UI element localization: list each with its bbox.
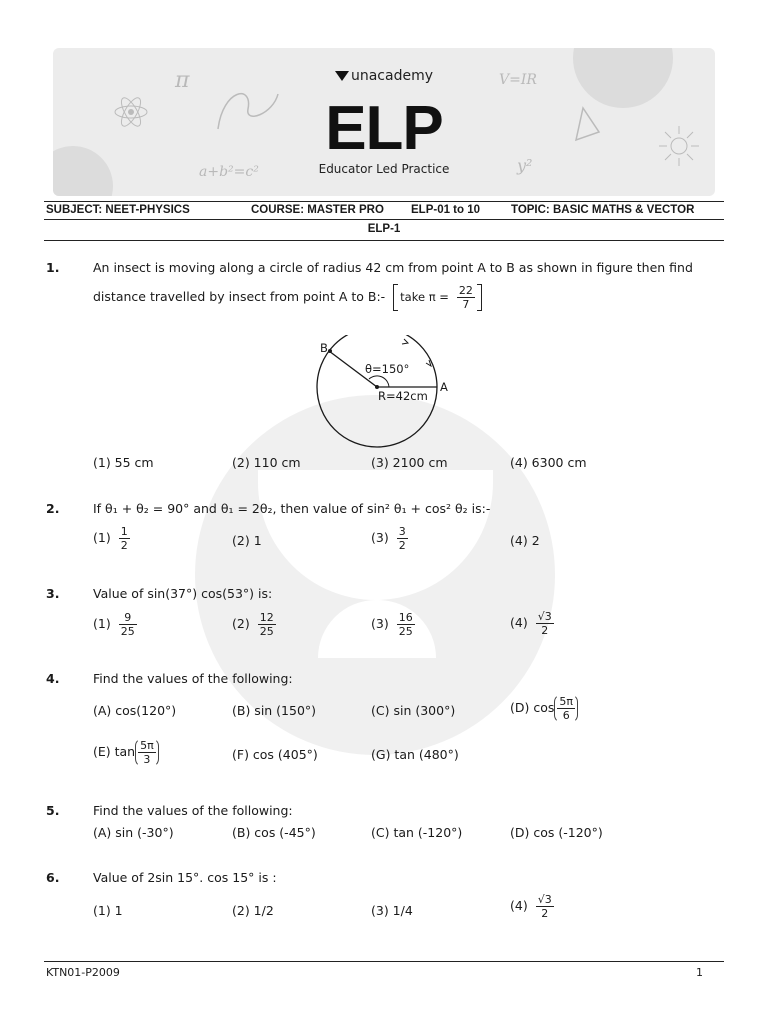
figure-radius: R=42cm (378, 389, 428, 403)
option: (B) sin (150°) (232, 703, 317, 718)
banner-title: ELP (325, 94, 443, 163)
figure-label-a: A (440, 380, 448, 394)
option (510, 694, 578, 723)
footer-code: KTN01-P2009 (46, 966, 120, 979)
fraction-numerator: 5π (559, 695, 574, 708)
option-prefix: (2) (232, 616, 250, 631)
question-number: 1. (46, 260, 60, 275)
figure-label-b: B (320, 341, 328, 355)
doodle-equation: a+b²=c² (199, 164, 259, 180)
option: (1) 1 (93, 903, 123, 918)
option-fraction (536, 610, 554, 637)
question-number: 3. (46, 586, 60, 601)
fraction-numerator: 22 (458, 284, 473, 297)
header-banner (53, 48, 715, 196)
direction-arrow (402, 339, 408, 344)
direction-arrow (426, 360, 431, 366)
divider (44, 201, 724, 202)
option-prefix: (3) (371, 616, 389, 631)
question-number: 6. (46, 870, 60, 885)
option (510, 610, 554, 637)
fraction-denominator: 25 (120, 625, 135, 638)
option-fraction (119, 525, 130, 552)
option-prefix: (4) (510, 533, 528, 548)
figure-angle: θ=150° (365, 362, 410, 376)
page-number: 1 (696, 966, 703, 979)
option-value: 2 (531, 533, 540, 548)
question-text: Value of sin(37°) cos(53°) is: (93, 586, 273, 601)
option (371, 611, 415, 638)
fraction-denominator: 2 (541, 624, 549, 637)
fraction-denominator: 2 (120, 539, 128, 552)
option: (D) cos (-120°) (510, 825, 603, 840)
option-fraction (397, 525, 408, 552)
option-fraction (138, 739, 156, 766)
option (232, 611, 276, 638)
option: (1) 55 cm (93, 455, 154, 470)
brand-logo (53, 68, 715, 84)
option: (3) 2100 cm (371, 455, 448, 470)
angle-arc (369, 376, 389, 387)
option-value: 1 (253, 533, 262, 548)
subject-label: SUBJECT: NEET-PHYSICS (46, 204, 190, 216)
option (93, 738, 159, 767)
question-number: 2. (46, 501, 60, 516)
question-text: An insect is moving along a circle of radius 42 cm from point A to B as shown in figure then find (93, 260, 693, 275)
option-prefix: (4) (510, 615, 528, 630)
unacademy-logo-icon (335, 71, 349, 81)
option: (C) tan (-120°) (371, 825, 463, 840)
fraction-numerator: 12 (259, 611, 274, 624)
paren-group (135, 738, 159, 767)
doodle-pi: π (175, 68, 190, 93)
question-number: 4. (46, 671, 60, 686)
divider (44, 240, 724, 241)
option-prefix: (3) (371, 530, 389, 545)
pi-bracket (393, 284, 482, 311)
option (371, 525, 408, 552)
paren-group (554, 694, 578, 723)
option-prefix: (1) (93, 530, 111, 545)
option-fraction (258, 611, 276, 638)
doodle-vir: V=IR (499, 72, 537, 88)
option-fraction (557, 695, 575, 722)
option: (B) cos (-45°) (232, 825, 316, 840)
option (510, 533, 540, 548)
option (93, 525, 130, 552)
course-label: COURSE: MASTER PRO (251, 204, 384, 216)
option (232, 533, 262, 548)
fraction-denominator: 2 (541, 907, 549, 920)
fraction-denominator: 25 (398, 625, 413, 638)
option: (G) tan (480°) (371, 747, 459, 762)
option-fraction (536, 893, 554, 920)
option-fraction (397, 611, 415, 638)
doodle-y: y² (517, 156, 533, 175)
question-text-line2 (93, 284, 482, 311)
point-b (328, 349, 332, 353)
fraction-numerator: 5π (140, 739, 154, 752)
option: (F) cos (405°) (232, 747, 318, 762)
option: (A) cos(120°) (93, 703, 177, 718)
fraction-numerator: 16 (398, 611, 413, 624)
fraction-numerator: √3 (537, 610, 552, 623)
elp-range-label: ELP-01 to 10 (411, 204, 481, 216)
footer-divider (44, 961, 724, 962)
fraction-numerator: 3 (398, 525, 406, 538)
question-text: If θ₁ + θ₂ = 90° and θ₁ = 2θ₂, then value of sin² θ₁ + cos² θ₂ is:- (93, 501, 491, 516)
fraction-denominator: 2 (398, 539, 406, 552)
option-prefix: (4) (510, 898, 528, 913)
take-pi-label: take π = (400, 290, 449, 304)
question-text: Find the values of the following: (93, 671, 293, 686)
banner-subtitle: Educator Led Practice (318, 162, 450, 176)
option: (4) 6300 cm (510, 455, 587, 470)
option-fraction (119, 611, 137, 638)
question-text: Value of 2sin 15°. cos 15° is : (93, 870, 277, 885)
option: (3) 1/4 (371, 903, 413, 918)
option: (A) sin (-30°) (93, 825, 174, 840)
option-prefix: (D) cos (510, 700, 555, 715)
option: (2) 110 cm (232, 455, 301, 470)
option: (C) sin (300°) (371, 703, 456, 718)
question-number: 5. (46, 803, 60, 818)
question-text: distance travelled by insect from point A to B:- (93, 289, 386, 304)
fraction-denominator: 6 (562, 709, 570, 722)
option (93, 611, 137, 638)
elp-heading: ELP-1 (367, 223, 401, 235)
pi-fraction (457, 284, 475, 311)
option-prefix: (1) (93, 616, 111, 631)
question-text: Find the values of the following: (93, 803, 293, 818)
option-prefix: (E) tan (93, 744, 136, 759)
fraction-numerator: √3 (537, 893, 552, 906)
fraction-denominator: 3 (143, 753, 151, 766)
topic-label: TOPIC: BASIC MATHS & VECTOR (511, 204, 695, 216)
divider (44, 219, 724, 220)
fraction-numerator: 9 (119, 611, 137, 625)
brand-name: unacademy (350, 68, 434, 84)
fraction-numerator: 1 (120, 525, 128, 538)
option: (2) 1/2 (232, 903, 274, 918)
option (510, 893, 554, 920)
fraction-denominator: 7 (462, 298, 470, 311)
option-prefix: (2) (232, 533, 250, 548)
fraction-denominator: 25 (259, 625, 274, 638)
